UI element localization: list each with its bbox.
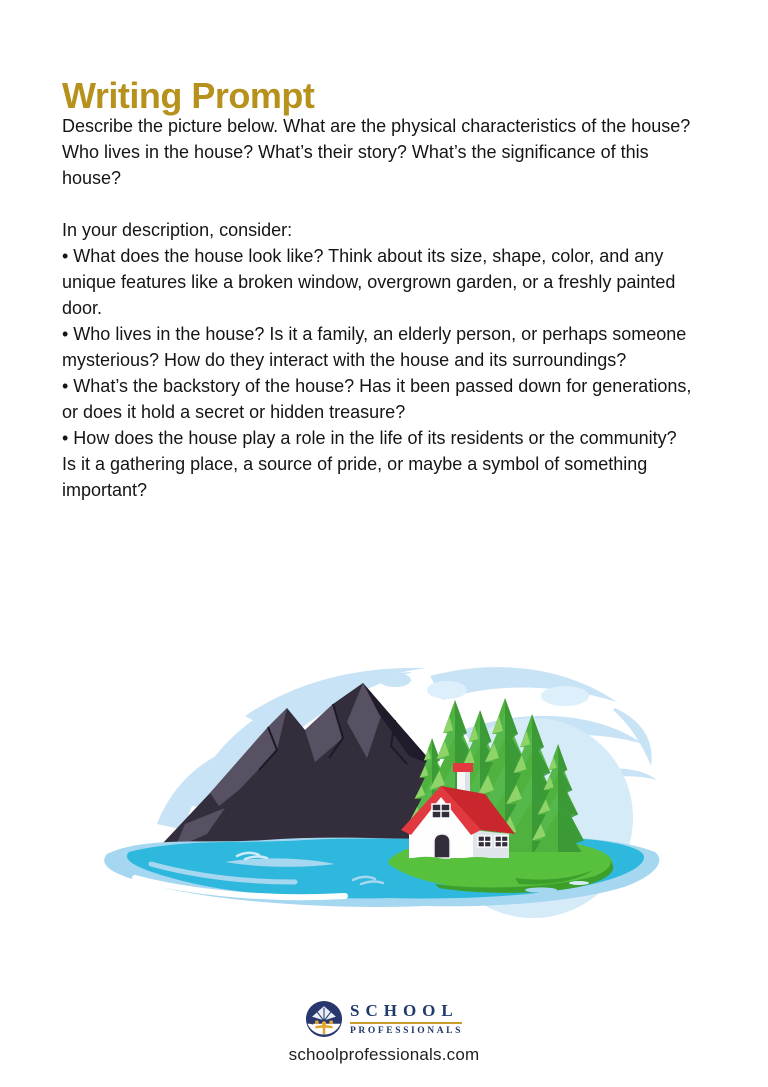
school-professionals-logo-icon [305, 1000, 343, 1038]
website-url: schoolprofessionals.com [288, 1045, 480, 1064]
school-professionals-logo [305, 1000, 463, 1038]
paragraph-gap [62, 191, 694, 217]
bullet-item: • Who lives in the house? Is it a family, an elderly person, or perhaps someone mysterious? How do they interact with the house and its surroundings? [62, 324, 687, 370]
page-title: Writing Prompt [62, 75, 315, 117]
bullet-item: • What’s the backstory of the house? Has it been passed down for generations, or does it hold a secret or hidden treasure? [62, 376, 692, 422]
consider-heading: In your description, consider: [62, 220, 293, 240]
logo-word-professionals: PROFESSIONALS [350, 1025, 463, 1036]
front-door [434, 834, 450, 858]
logo-text [350, 1002, 463, 1036]
prompt-text-block [62, 113, 694, 503]
footer [0, 1000, 768, 1065]
bullet-item: • What does the house look like? Think about its size, shape, color, and any unique features like a broken window, overgrown garden, or a freshly painted door. [62, 246, 676, 318]
house-illustration [95, 638, 670, 928]
intro-paragraph: Describe the picture below. What are the physical characteristics of the house? Who lives in the house? What’s their story? What’s the significance of this house? [62, 116, 691, 188]
bullet-item: • How does the house play a role in the life of its residents or the community? Is it a gathering place, a source of pride, or maybe a symbol of something important? [62, 428, 677, 500]
logo-word-school: SCHOOL [350, 1000, 459, 1020]
logo-divider [350, 1022, 462, 1024]
